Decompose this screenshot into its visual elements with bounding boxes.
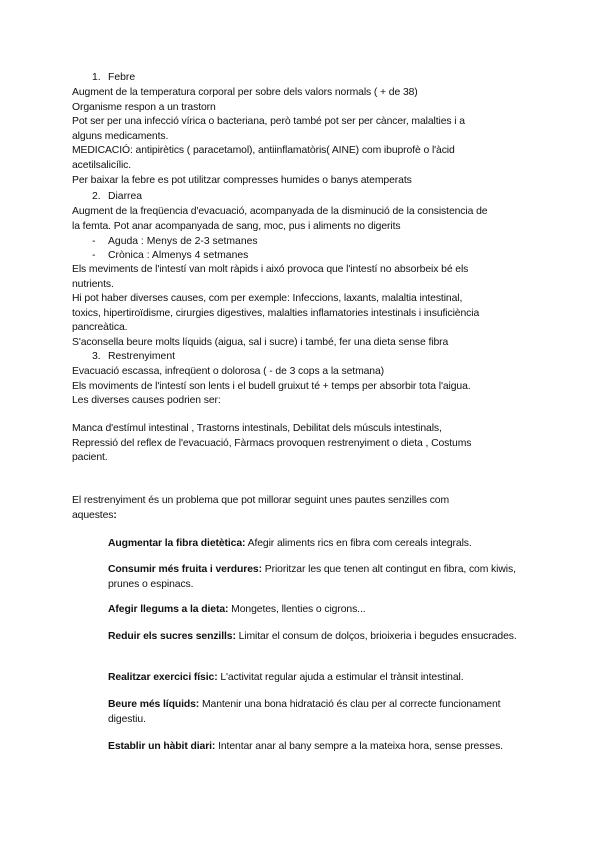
section-heading-restrenyiment (92, 350, 175, 365)
tip-text: Prioritzar les que tenen alt contingut en fibra, com kiwis, prunes o espinacs. (108, 564, 516, 590)
section-intro-diarrea (72, 205, 534, 234)
tip-item (108, 603, 518, 618)
text-line: Organisme respon a un trastorn (72, 101, 216, 113)
text-line: toxics, hipertiroïdisme, cirurgies digestives, malalties inflamatories intestinals i insuficiència (72, 307, 480, 319)
text-line: Augment de la freqüencia d'evacuació, acompanyada de la disminució de la consistencia de (72, 206, 488, 217)
section-number: 2. (92, 191, 101, 202)
section-title: Restrenyiment (108, 351, 175, 362)
text-line (72, 509, 534, 524)
section-body-diarrea (72, 263, 534, 351)
section-body-febre (72, 86, 534, 188)
list-item (92, 235, 258, 250)
section-number: 1. (92, 72, 101, 83)
text-line: pacient. (72, 452, 108, 464)
section-number: 3. (92, 351, 101, 362)
tip-title: Realitzar exercici físic: (108, 672, 218, 683)
list-item-text: Aguda : Menys de 2-3 setmanes (108, 236, 258, 247)
tip-title: Augmentar la fibra dietètica: (108, 538, 246, 549)
tip-text: Limitar el consum de dolços, brioixeria i begudes ensucrades. (235, 631, 517, 642)
text-line: Repressió del reflex de l'evacuació, Fàrmacs provoquen restrenyiment o dieta , Costums (72, 437, 472, 449)
text-line: nutrients. (72, 278, 114, 290)
section-body-restrenyiment (72, 365, 534, 409)
tip-title: Reduir els sucres senzills: (108, 631, 236, 642)
section-heading-febre (92, 71, 135, 86)
text-line: acetilsalicílic. (72, 159, 132, 171)
section-title: Febre (108, 72, 136, 83)
text-line: S'aconsella beure molts líquids (aigua, sal i sucre) i també, fer una dieta sense fibra (72, 336, 449, 348)
text-line: Per baixar la febre es pot utilitzar compresses humides o banys atemperats (72, 174, 412, 186)
text-line: Manca d'estímul intestinal , Trastorns intestinals, Debilitat dels músculs intestinals, (72, 423, 442, 434)
text-line: Els meviments de l'intestí van molt ràpids i aixó provoca que l'intestí no absorbeix bé els (72, 264, 469, 275)
section-heading-diarrea (92, 190, 142, 205)
tip-title: Beure més líquids: (108, 699, 200, 710)
list-item-text: Crònica : Almenys 4 setmanes (108, 250, 249, 261)
tip-item (108, 698, 518, 727)
text-line: Els moviments de l'intestí son lents i el budell gruixut té + temps per absorbir tota l'aigua. (72, 380, 471, 392)
text-line: Evacuació escassa, infreqüent o dolorosa ( - de 3 cops a la setmana) (72, 366, 385, 377)
tip-item (108, 563, 518, 592)
text-line: Pot ser per una infecció vírica o bacteriana, però també pot ser per càncer, malalties i a (72, 116, 465, 128)
list-item (92, 249, 248, 264)
text-line: Hi pot haber diverses causes, com per exemple: Infeccions, laxants, malaltia intestinal, (72, 293, 463, 305)
tip-item (108, 630, 518, 645)
dash-bullet: - (92, 236, 96, 247)
tip-item (108, 537, 518, 552)
tip-text: Intentar anar al bany sempre a la mateixa hora, sense presses. (215, 741, 503, 752)
intro-colon: : (113, 509, 117, 521)
text-line: Les diverses causes podrien ser: (72, 395, 221, 407)
causes-paragraph (72, 422, 534, 466)
tip-title: Consumir més fruita i verdures: (108, 564, 262, 575)
tip-text: Afegir aliments rics en fibra com cereals integrals. (245, 538, 472, 549)
tips-intro (72, 494, 534, 523)
text-line: El restrenyiment és un problema que pot millorar seguint unes pautes senzilles com (72, 495, 450, 506)
tip-text: Mongetes, llenties o cigrons... (228, 604, 366, 615)
tip-item (108, 740, 518, 755)
tip-item (108, 671, 518, 686)
text-line: pancreàtica. (72, 322, 128, 334)
text-line: Augment de la temperatura corporal per sobre dels valors normals ( + de 38) (72, 87, 418, 98)
tip-title: Afegir llegums a la dieta: (108, 604, 229, 615)
tip-text: L'activitat regular ajuda a estimular el trànsit intestinal. (217, 672, 464, 683)
tip-text: Mantenir una bona hidratació és clau per al correcte funcionament digestiu. (108, 699, 501, 725)
tip-title: Establir un hàbit diari: (108, 741, 216, 752)
section-title: Diarrea (108, 191, 143, 202)
text-line: la femta. Pot anar acompanyada de sang, moc, pus i aliments no digerits (72, 220, 401, 232)
intro-text: aquestes (72, 509, 114, 521)
text-line: alguns medicaments. (72, 130, 169, 142)
dash-bullet: - (92, 250, 96, 261)
text-line: MEDICACIÓ: antipirètics ( paracetamol), antiinflamatòris( AINE) com ibuprofè o l'àcid (72, 145, 455, 157)
